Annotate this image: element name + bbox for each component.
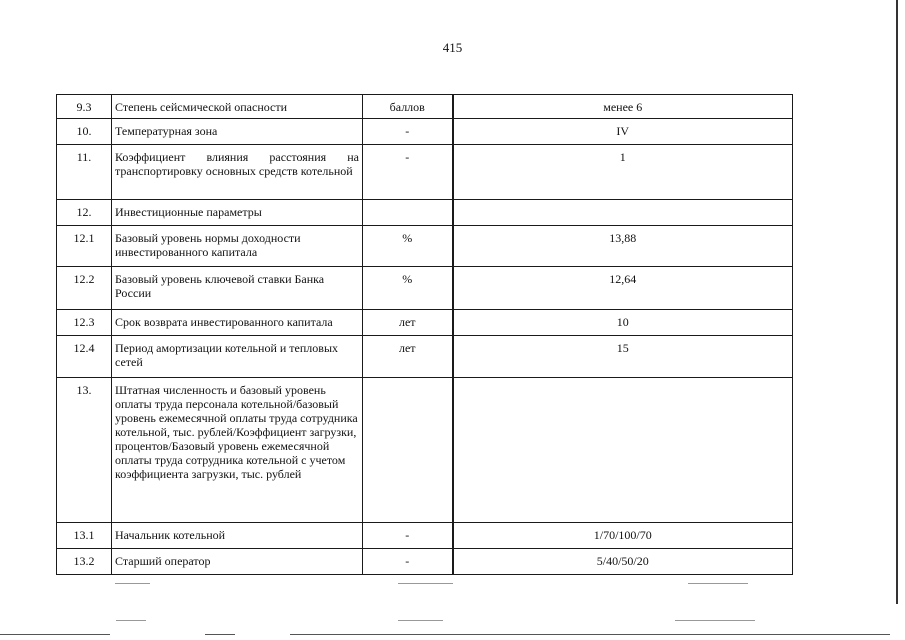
row-number: 12.3 — [57, 310, 112, 336]
row-description: Старший оператор — [112, 549, 363, 575]
row-description: Базовый уровень ключевой ставки Банка России — [112, 267, 363, 310]
table-row — [57, 336, 793, 378]
row-number: 12.1 — [57, 226, 112, 267]
row-number: 11. — [57, 145, 112, 200]
row-value: 15 — [453, 336, 793, 378]
table-row — [57, 145, 793, 200]
row-number: 13.2 — [57, 549, 112, 575]
row-number: 9.3 — [57, 95, 112, 119]
table-row — [57, 378, 793, 523]
row-number: 12.4 — [57, 336, 112, 378]
row-unit: лет — [363, 310, 453, 336]
table-row — [57, 310, 793, 336]
scan-edge-line — [896, 0, 898, 604]
row-value — [453, 200, 793, 226]
row-value: менее 6 — [453, 95, 793, 119]
scan-bottom-line — [205, 634, 235, 635]
row-value: 10 — [453, 310, 793, 336]
row-unit — [363, 378, 453, 523]
table-row — [57, 549, 793, 575]
page-number: 415 — [442, 40, 463, 55]
row-description: Базовый уровень нормы доходности инвестированного капитала — [112, 226, 363, 267]
row-unit: - — [363, 523, 453, 549]
row-unit: % — [363, 226, 453, 267]
row-value: 12,64 — [453, 267, 793, 310]
row-number: 10. — [57, 119, 112, 145]
table-row — [57, 226, 793, 267]
scan-bottom-line — [290, 634, 890, 635]
table-row — [57, 95, 793, 119]
row-unit: - — [363, 119, 453, 145]
table-row — [57, 523, 793, 549]
row-unit: лет — [363, 336, 453, 378]
row-value — [453, 378, 793, 523]
row-description: Штатная численность и базовый уровень оплаты труда персонала котельной/базовый уровень ежемесячной оплаты труда сотрудника котельной, тыс. рублей/Коэффициент загрузки, процентов/Базовый уровень ежемесячной оплаты труда сотрудника котельной с учетом коэффициента загрузки, тыс. рублей — [112, 378, 363, 523]
row-description: Степень сейсмической опасности — [112, 95, 363, 119]
row-description: Срок возврата инвестированного капитала — [112, 310, 363, 336]
row-unit: % — [363, 267, 453, 310]
table-row — [57, 119, 793, 145]
row-description: Инвестиционные параметры — [112, 200, 363, 226]
row-value: 13,88 — [453, 226, 793, 267]
scan-bottom-line — [0, 634, 110, 635]
scan-smudge — [116, 620, 146, 621]
row-value: 1/70/100/70 — [453, 523, 793, 549]
table-row — [57, 267, 793, 310]
scan-smudge — [675, 620, 755, 621]
row-value: IV — [453, 119, 793, 145]
row-value: 1 — [453, 145, 793, 200]
row-description: Начальник котельной — [112, 523, 363, 549]
row-number: 12.2 — [57, 267, 112, 310]
row-unit: баллов — [363, 95, 453, 119]
scan-smudge — [115, 583, 150, 584]
row-value: 5/40/50/20 — [453, 549, 793, 575]
row-unit: - — [363, 549, 453, 575]
row-description: Температурная зона — [112, 119, 363, 145]
scan-smudge — [688, 583, 748, 584]
scan-smudge — [398, 620, 443, 621]
row-description: Период амортизации котельной и тепловых сетей — [112, 336, 363, 378]
table-row — [57, 200, 793, 226]
row-unit: - — [363, 145, 453, 200]
row-number: 13.1 — [57, 523, 112, 549]
row-number: 13. — [57, 378, 112, 523]
scan-smudge — [398, 583, 453, 584]
row-unit — [363, 200, 453, 226]
row-description: Коэффициент влияния расстояния на транспортировку основных средств котельной — [112, 145, 363, 200]
parameters-table — [56, 94, 793, 575]
row-number: 12. — [57, 200, 112, 226]
